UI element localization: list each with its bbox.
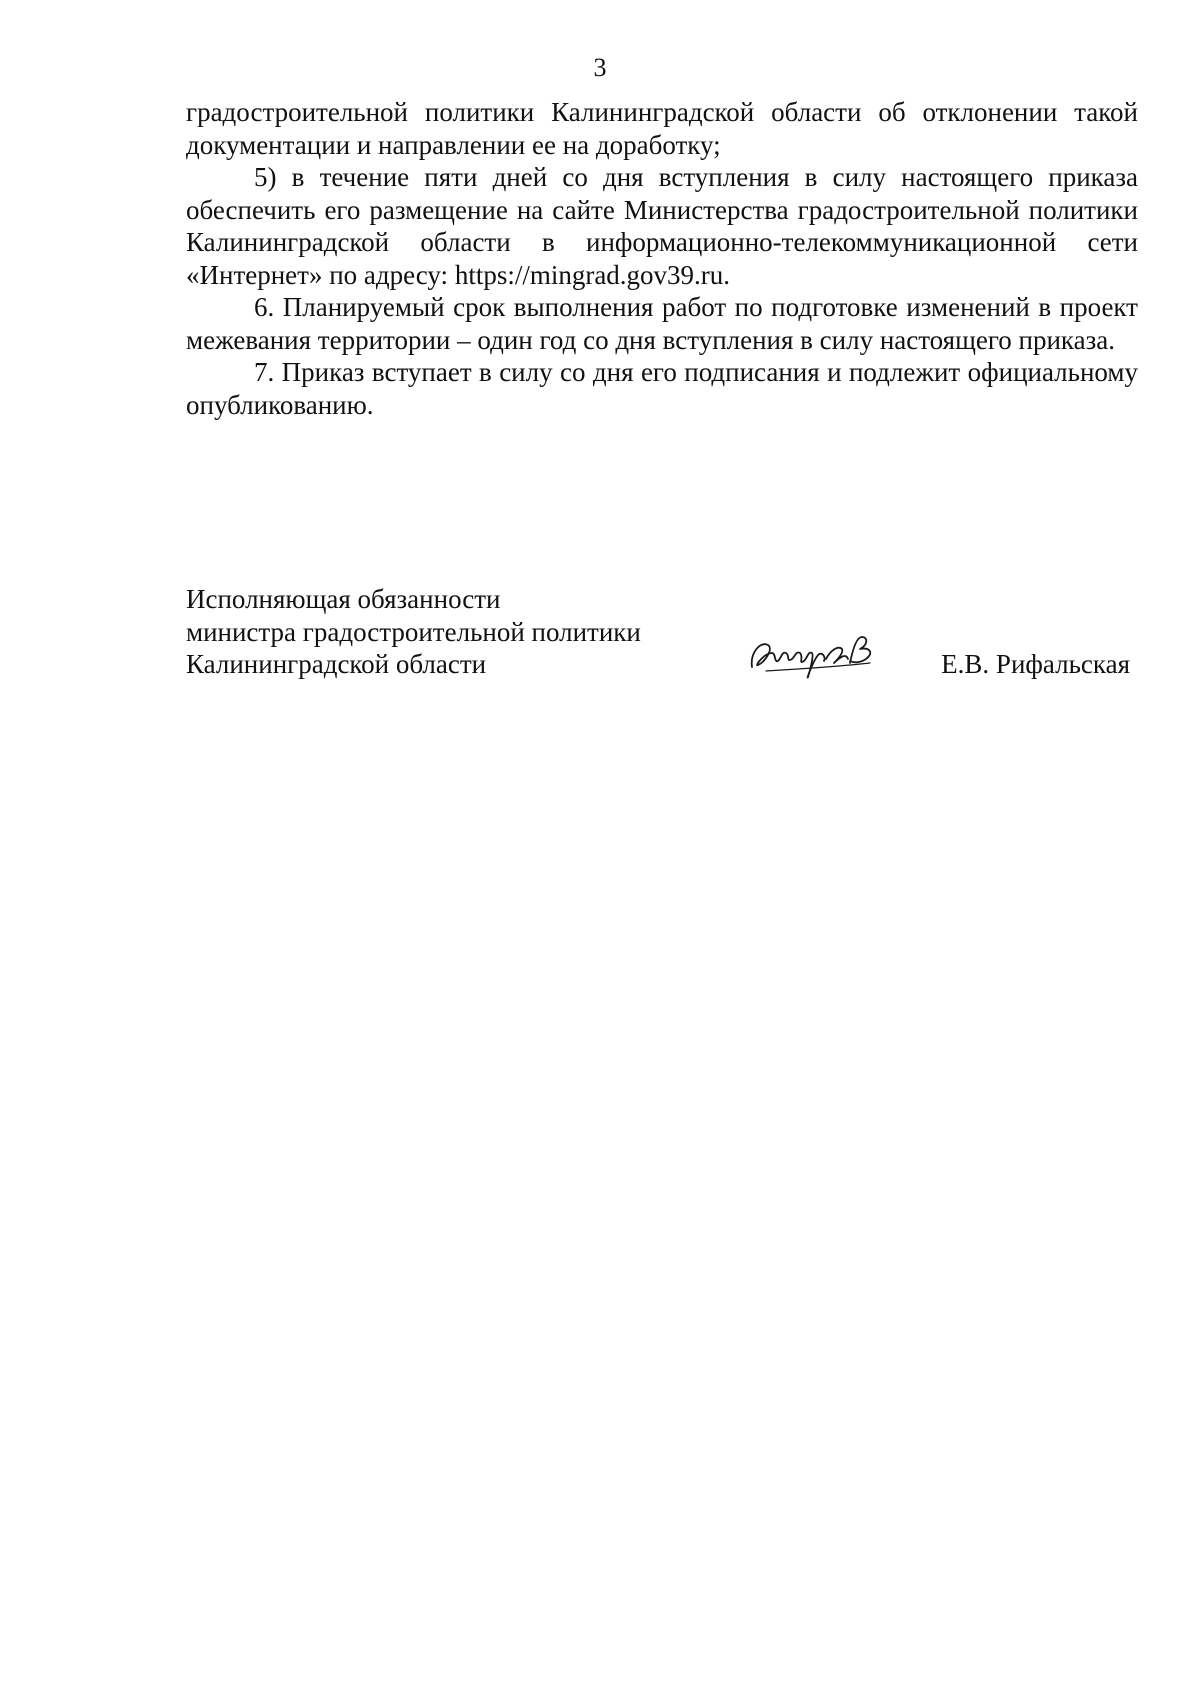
signer-position: [186, 583, 641, 681]
handwritten-signature: [746, 623, 896, 683]
signature-block: [186, 583, 1138, 703]
paragraph-item-5: 5) в течение пяти дней со дня вступления в силу настоящего приказа обеспечить его размещение на сайте Министерства градостроительной политики Калининградской области в информационно-телекоммуникационной сети «Интернет» по адресу: https://mingrad.gov39.ru.: [186, 162, 1138, 290]
page-number: 3: [593, 53, 607, 82]
document-body: [186, 96, 1138, 421]
signer-name: Е.В. Рифальская: [941, 649, 1130, 679]
signer-position-line: Калининградской области: [186, 649, 487, 679]
paragraph-item-6: 6. Планируемый срок выполнения работ по подготовке изменений в проект межевания территории – один год со дня вступления в силу настоящего приказа.: [186, 292, 1138, 355]
paragraph-continuation: градостроительной политики Калининградской области об отклонении такой документации и направлении ее на доработку;: [186, 97, 1138, 160]
signer-position-line: Исполняющая обязанности: [186, 584, 501, 614]
paragraph-item-7: 7. Приказ вступает в силу со дня его подписания и подлежит официальному опубликованию.: [186, 357, 1138, 420]
signer-position-line: министра градостроительной политики: [186, 616, 641, 647]
